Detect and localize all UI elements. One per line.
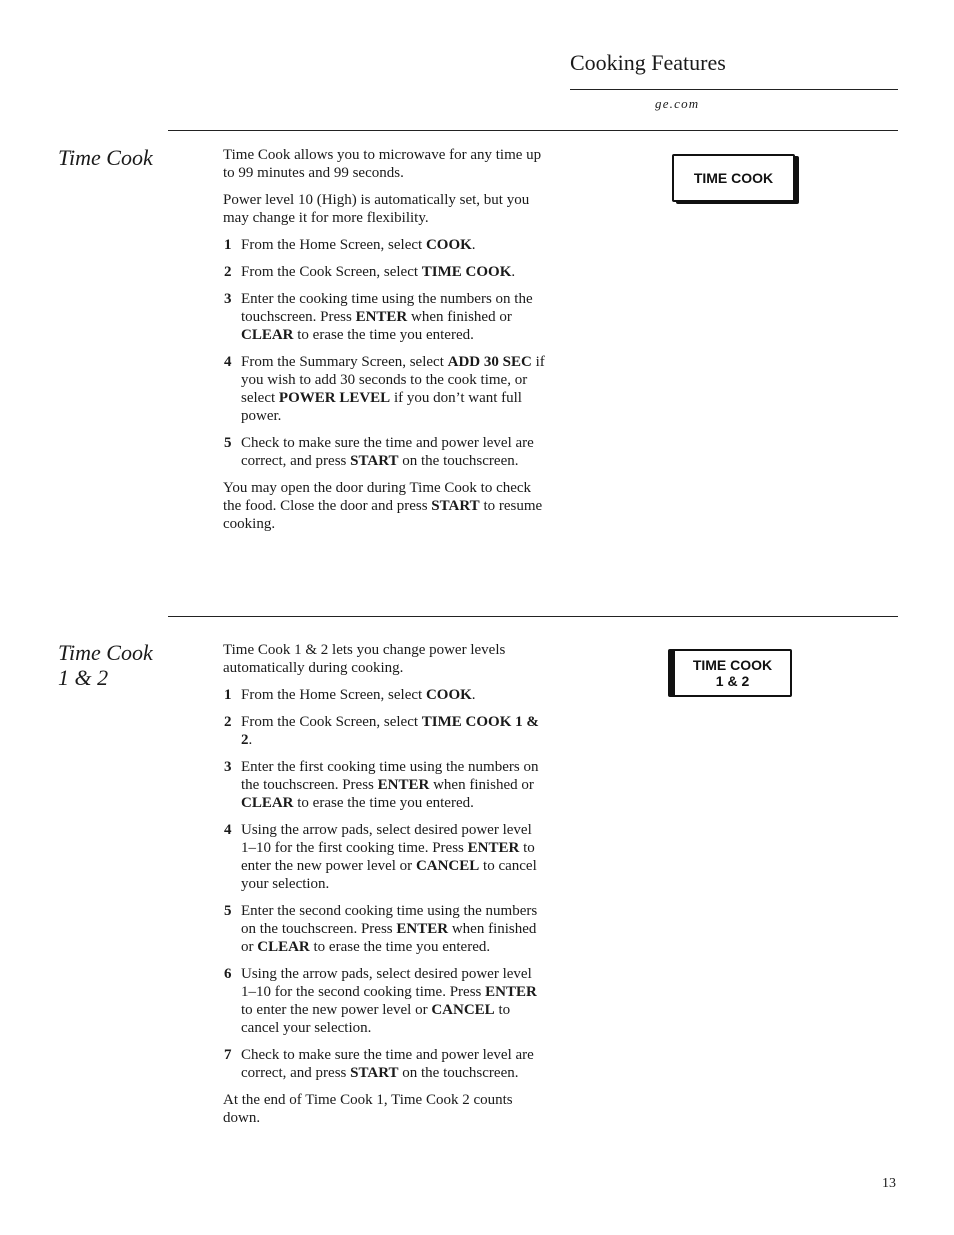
step-text: to erase the time you entered. [309,939,491,955]
step-key: CANCEL [415,858,480,874]
section-title-line-2: 1 & 2 [58,665,109,690]
section-title-time-cook: Time Cook [58,145,153,170]
step-text: to enter the new power level or [241,840,535,874]
step-text: on the touchscreen. [398,453,519,469]
step-key: TIME COOK [421,264,512,280]
step-text: to erase the time you entered. [293,795,474,811]
step-text: . [511,264,516,280]
header-divider [570,89,898,90]
step-text: when finished or [241,921,537,955]
step-text: Enter the second cooking time using the numbers on the touchscreen. Press [241,903,538,937]
time-cook-step [223,290,545,344]
step-number: 1 [224,687,232,703]
outro-key: START [431,498,480,514]
step-number: 3 [224,291,232,307]
time-cook-outro [223,479,545,533]
step-number: 2 [224,714,232,730]
time-cook-key-label: TIME COOK [693,170,774,186]
step-text: Using the arrow pads, select desired power level 1–10 for the first cooking time. Press [241,822,532,856]
outro-text: to resume cooking. [223,498,543,532]
time-cook-1-2-key-label-line-1: TIME COOK [692,657,773,673]
step-text: to cancel your selection. [241,1002,511,1036]
time-cook-1-2-content [223,641,545,1136]
time-cook-1-2-outro: At the end of Time Cook 1, Time Cook 2 counts down. [223,1092,513,1126]
section-title-line-1: Time Cook [58,640,153,665]
step-key: COOK [425,237,472,253]
step-number: 5 [224,435,232,451]
time-cook-1-2-intro: Time Cook 1 & 2 lets you change power levels automatically during cooking. [223,642,506,676]
time-cook-1-2-key-label-line-2: 1 & 2 [715,673,750,689]
step-key: ADD 30 SEC [447,354,532,370]
outro-text: You may open the door during Time Cook to check the food. Close the door and press [223,480,532,514]
step-key: START [350,453,399,469]
step-text: when finished or [407,309,512,325]
time-cook-intro-1: Time Cook allows you to microwave for any time up to 99 minutes and 99 seconds. [223,147,542,181]
step-number: 5 [224,903,232,919]
step-number: 1 [224,237,232,253]
step-key: ENTER [396,921,449,937]
step-text: if you wish to add 30 seconds to the cook time, or select [241,354,545,406]
step-text: . [471,687,476,703]
step-text: From the Cook Screen, select [241,714,422,730]
step-text: if you don’t want full power. [241,390,522,424]
step-text: From the Home Screen, select [241,687,426,703]
step-number: 4 [224,822,232,838]
step-number: 7 [224,1047,232,1063]
step-text: Using the arrow pads, select desired power level 1–10 for the second cooking time. Press [241,966,532,1000]
time-cook-1-2-step [223,686,545,704]
section-title-time-cook-1-2 [58,640,153,690]
step-number: 3 [224,759,232,775]
time-cook-step [223,263,545,281]
site-url: ge.com [655,96,700,111]
step-key: START [350,1065,399,1081]
time-cook-content [223,146,545,542]
step-text: to enter the new power level or [241,1002,432,1018]
step-text: From the Home Screen, select [241,237,426,253]
step-text: . [471,237,476,253]
step-text: to cancel your selection. [241,858,537,892]
page-number: 13 [882,1176,896,1191]
section-divider-time-cook [168,130,898,131]
step-key: POWER LEVEL [278,390,391,406]
step-key: CLEAR [241,795,294,811]
step-text: Check to make sure the time and power level are correct, and press [241,435,534,469]
step-text: From the Cook Screen, select [241,264,422,280]
step-key: ENTER [485,984,537,1000]
page-header-title: Cooking Features [570,50,726,75]
step-number: 4 [224,354,232,370]
step-text: Enter the first cooking time using the numbers on the touchscreen. Press [241,759,539,793]
step-text: when finished or [429,777,534,793]
step-key: TIME COOK 1 & 2 [241,714,539,748]
time-cook-1-2-key-icon [673,649,792,697]
time-cook-intro-2: Power level 10 (High) is automatically set, but you may change it for more flexibility. [223,192,530,226]
step-number: 6 [224,966,232,982]
time-cook-key-icon [672,154,795,202]
time-cook-1-2-step [223,713,545,749]
time-cook-1-2-step [223,902,545,956]
step-number: 2 [224,264,232,280]
step-key: CANCEL [431,1002,495,1018]
step-key: CLEAR [257,939,310,955]
time-cook-step [223,236,545,254]
step-key: COOK [425,687,472,703]
time-cook-step [223,434,545,470]
step-key: CLEAR [241,327,294,343]
step-text: on the touchscreen. [398,1065,519,1081]
time-cook-1-2-step [223,965,545,1037]
step-key: ENTER [355,309,408,325]
step-key: ENTER [467,840,520,856]
time-cook-step [223,353,545,425]
time-cook-1-2-step [223,821,545,893]
step-key: ENTER [377,777,430,793]
step-text: Enter the cooking time using the numbers on the touchscreen. Press [241,291,533,325]
step-text: From the Summary Screen, select [241,354,448,370]
time-cook-1-2-step [223,1046,545,1082]
step-text: . [248,732,253,748]
time-cook-1-2-step [223,758,545,812]
step-text: to erase the time you entered. [293,327,474,343]
step-text: Check to make sure the time and power level are correct, and press [241,1047,534,1081]
section-divider-time-cook-1-2 [168,616,898,617]
